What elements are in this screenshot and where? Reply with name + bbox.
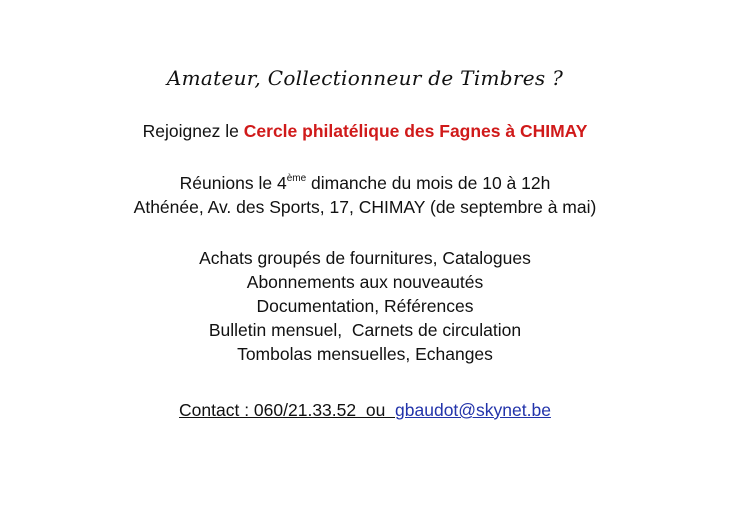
club-name: Cercle philatélique des Fagnes à CHIMAY <box>243 121 588 141</box>
service-item: Achats groupés de fournitures, Catalogues <box>199 248 531 268</box>
contact-phone: Contact : 060/21.33.52 ou <box>179 400 396 420</box>
invite-prefix: Rejoignez le <box>142 121 244 141</box>
meeting-suffix: dimanche du mois de 10 à 12h <box>306 173 551 193</box>
service-item: Bulletin mensuel, Carnets de circulation <box>208 320 522 340</box>
service-item: Tombolas mensuelles, Echanges <box>237 344 493 364</box>
invite-line <box>0 120 730 142</box>
ordinal-suffix: ème <box>286 173 307 184</box>
service-item: Abonnements aux nouveautés <box>246 272 484 292</box>
meeting-location: Athénée, Av. des Sports, 17, CHIMAY (de septembre à mai) <box>133 197 597 217</box>
email-link[interactable]: gbaudot@skynet.be <box>395 400 551 420</box>
flyer-title: Amateur, Collectionneur de Timbres ? <box>166 66 564 90</box>
contact-line <box>0 399 730 421</box>
meeting-prefix: Réunions le 4 <box>179 173 287 193</box>
service-item: Documentation, Références <box>256 296 474 316</box>
meeting-schedule <box>0 172 730 194</box>
